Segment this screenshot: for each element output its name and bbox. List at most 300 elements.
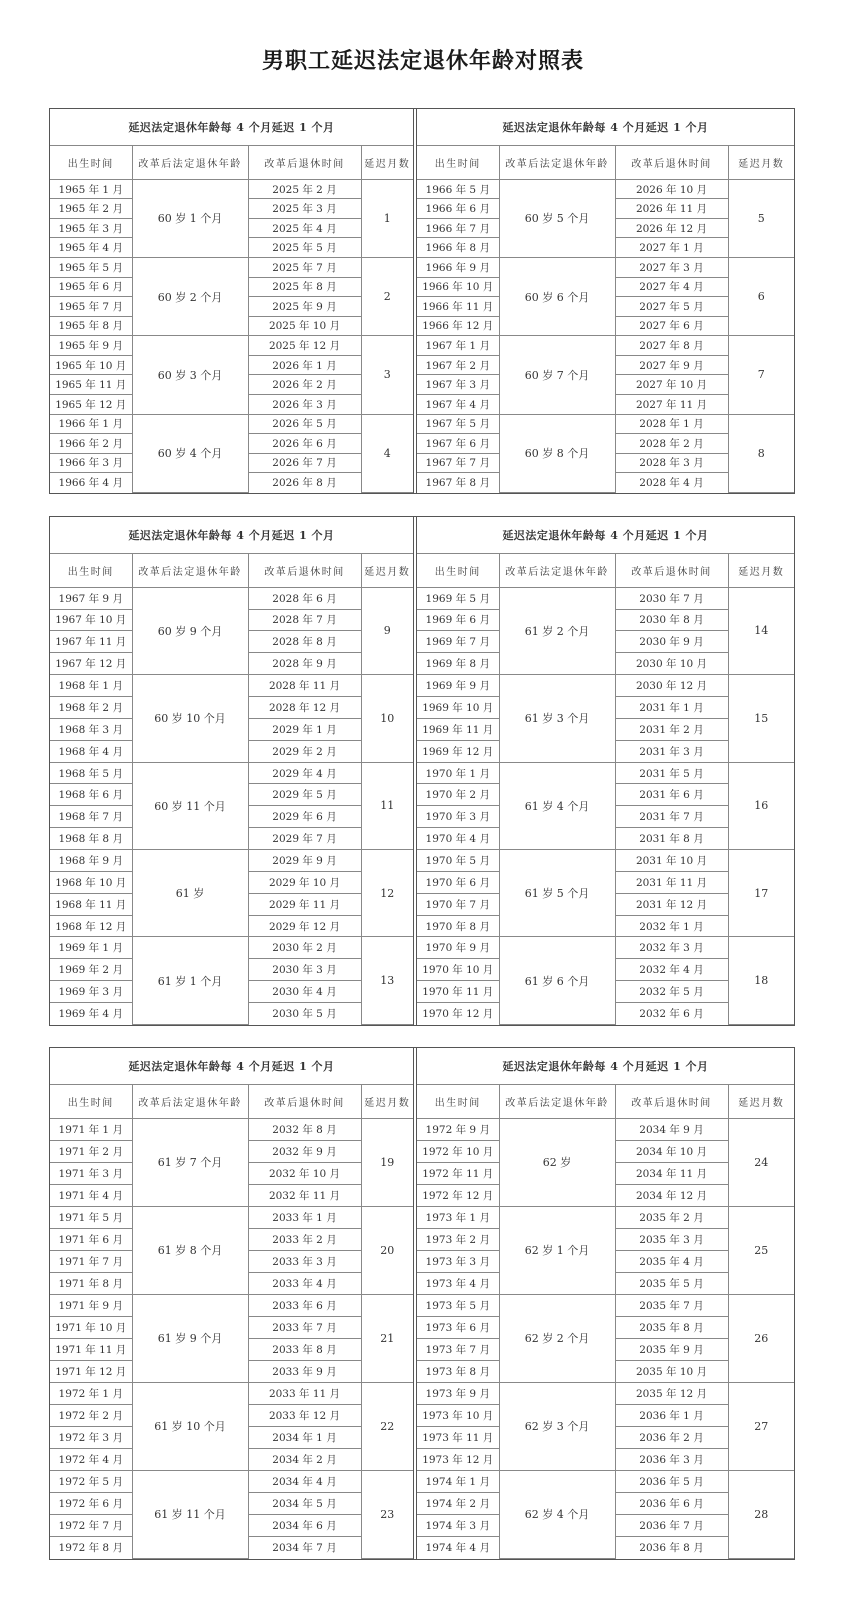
birth-date-cell: 1970 年 5 月 (417, 850, 499, 872)
birth-date-cell: 1972 年 12 月 (417, 1184, 499, 1206)
birth-date-cell: 1965 年 2 月 (50, 199, 132, 219)
retirement-date-cell: 2034 年 11 月 (615, 1162, 728, 1184)
delay-months-cell: 17 (728, 850, 794, 937)
block-caption: 延迟法定退休年龄每 4 个月延迟 1 个月 (417, 517, 794, 553)
table-section-3 (49, 1047, 795, 1560)
retirement-age-cell: 62 岁 (499, 1118, 615, 1206)
header-retirement-date: 改革后退休时间 (615, 1084, 728, 1118)
birth-date-cell: 1965 年 4 月 (50, 238, 132, 258)
table-row (417, 587, 794, 609)
birth-date-cell: 1972 年 1 月 (50, 1382, 132, 1404)
retirement-date-cell: 2025 年 10 月 (248, 316, 361, 336)
table-row (417, 1294, 794, 1316)
birth-date-cell: 1969 年 5 月 (417, 587, 499, 609)
birth-date-cell: 1967 年 7 月 (417, 453, 499, 473)
retirement-date-cell: 2025 年 8 月 (248, 277, 361, 297)
birth-date-cell: 1969 年 8 月 (417, 653, 499, 675)
delay-months-cell: 15 (728, 675, 794, 762)
retirement-date-cell: 2034 年 1 月 (248, 1426, 361, 1448)
retirement-date-cell: 2029 年 4 月 (248, 762, 361, 784)
birth-date-cell: 1974 年 4 月 (417, 1536, 499, 1558)
header-retirement-age: 改革后法定退休年龄 (499, 553, 615, 587)
retirement-date-cell: 2033 年 1 月 (248, 1206, 361, 1228)
table-row (50, 587, 413, 609)
birth-date-cell: 1970 年 12 月 (417, 1003, 499, 1025)
retirement-date-cell: 2036 年 7 月 (615, 1514, 728, 1536)
delay-months-cell: 19 (361, 1118, 413, 1206)
delay-months-cell: 4 (361, 414, 413, 492)
retirement-date-cell: 2027 年 4 月 (615, 277, 728, 297)
birth-date-cell: 1973 年 11 月 (417, 1426, 499, 1448)
header-retirement-age: 改革后法定退休年龄 (132, 553, 248, 587)
birth-date-cell: 1965 年 10 月 (50, 355, 132, 375)
retirement-age-cell: 60 岁 8 个月 (499, 414, 615, 492)
table-row (50, 414, 413, 434)
retirement-date-cell: 2030 年 5 月 (248, 1003, 361, 1025)
delay-months-cell: 6 (728, 258, 794, 336)
retirement-date-cell: 2033 年 7 月 (248, 1316, 361, 1338)
table-block-right (417, 1048, 794, 1559)
retirement-date-cell: 2032 年 4 月 (615, 959, 728, 981)
retirement-age-cell: 61 岁 1 个月 (132, 937, 248, 1025)
birth-date-cell: 1971 年 2 月 (50, 1140, 132, 1162)
retirement-date-cell: 2025 年 7 月 (248, 258, 361, 278)
birth-date-cell: 1973 年 10 月 (417, 1404, 499, 1426)
header-delay-months: 延迟月数 (728, 145, 794, 179)
retirement-date-cell: 2030 年 2 月 (248, 937, 361, 959)
retirement-date-cell: 2025 年 4 月 (248, 218, 361, 238)
header-retirement-age: 改革后法定退休年龄 (132, 145, 248, 179)
retirement-date-cell: 2030 年 4 月 (248, 981, 361, 1003)
birth-date-cell: 1968 年 11 月 (50, 893, 132, 915)
table-row (50, 675, 413, 697)
retirement-age-cell: 60 岁 4 个月 (132, 414, 248, 492)
retirement-age-cell: 61 岁 7 个月 (132, 1118, 248, 1206)
birth-date-cell: 1971 年 12 月 (50, 1360, 132, 1382)
birth-date-cell: 1968 年 10 月 (50, 871, 132, 893)
retirement-date-cell: 2027 年 10 月 (615, 375, 728, 395)
retirement-date-cell: 2028 年 6 月 (248, 587, 361, 609)
delay-months-cell: 25 (728, 1206, 794, 1294)
birth-date-cell: 1967 年 3 月 (417, 375, 499, 395)
birth-date-cell: 1965 年 12 月 (50, 394, 132, 414)
retirement-date-cell: 2034 年 7 月 (248, 1536, 361, 1558)
retirement-date-cell: 2028 年 2 月 (615, 434, 728, 454)
table-row (417, 179, 794, 199)
retirement-date-cell: 2029 年 2 月 (248, 740, 361, 762)
birth-date-cell: 1968 年 6 月 (50, 784, 132, 806)
table-block-left (50, 517, 413, 1025)
delay-months-cell: 22 (361, 1382, 413, 1470)
birth-date-cell: 1968 年 4 月 (50, 740, 132, 762)
birth-date-cell: 1966 年 3 月 (50, 453, 132, 473)
birth-date-cell: 1970 年 3 月 (417, 806, 499, 828)
table-row (50, 258, 413, 278)
birth-date-cell: 1973 年 4 月 (417, 1272, 499, 1294)
retirement-date-cell: 2028 年 8 月 (248, 631, 361, 653)
birth-date-cell: 1969 年 2 月 (50, 959, 132, 981)
delay-months-cell: 7 (728, 336, 794, 414)
retirement-date-cell: 2028 年 4 月 (615, 473, 728, 493)
birth-date-cell: 1967 年 12 月 (50, 653, 132, 675)
delay-months-cell: 9 (361, 587, 413, 674)
retirement-date-cell: 2033 年 12 月 (248, 1404, 361, 1426)
birth-date-cell: 1966 年 10 月 (417, 277, 499, 297)
retirement-date-cell: 2027 年 8 月 (615, 336, 728, 356)
birth-date-cell: 1967 年 6 月 (417, 434, 499, 454)
retirement-date-cell: 2028 年 1 月 (615, 414, 728, 434)
header-retirement-date: 改革后退休时间 (615, 145, 728, 179)
retirement-date-cell: 2025 年 3 月 (248, 199, 361, 219)
retirement-age-cell: 61 岁 11 个月 (132, 1470, 248, 1558)
table-row (50, 1470, 413, 1492)
table-row (50, 179, 413, 199)
birth-date-cell: 1965 年 11 月 (50, 375, 132, 395)
birth-date-cell: 1969 年 6 月 (417, 609, 499, 631)
retirement-date-cell: 2029 年 12 月 (248, 915, 361, 937)
birth-date-cell: 1965 年 7 月 (50, 297, 132, 317)
retirement-date-cell: 2030 年 3 月 (248, 959, 361, 981)
birth-date-cell: 1974 年 2 月 (417, 1492, 499, 1514)
birth-date-cell: 1968 年 9 月 (50, 850, 132, 872)
birth-date-cell: 1967 年 8 月 (417, 473, 499, 493)
birth-date-cell: 1968 年 12 月 (50, 915, 132, 937)
header-birth-date: 出生时间 (417, 1084, 499, 1118)
retirement-date-cell: 2031 年 11 月 (615, 871, 728, 893)
table-row (417, 414, 794, 434)
table-row (417, 675, 794, 697)
retirement-date-cell: 2032 年 3 月 (615, 937, 728, 959)
table-section-1 (49, 108, 795, 494)
delay-months-cell: 11 (361, 762, 413, 849)
birth-date-cell: 1969 年 1 月 (50, 937, 132, 959)
retirement-age-cell: 60 岁 2 个月 (132, 258, 248, 336)
retirement-date-cell: 2029 年 10 月 (248, 871, 361, 893)
header-delay-months: 延迟月数 (361, 1084, 413, 1118)
retirement-date-cell: 2028 年 7 月 (248, 609, 361, 631)
retirement-age-cell: 60 岁 9 个月 (132, 587, 248, 674)
retirement-date-cell: 2028 年 9 月 (248, 653, 361, 675)
retirement-date-cell: 2035 年 10 月 (615, 1360, 728, 1382)
retirement-date-cell: 2034 年 4 月 (248, 1470, 361, 1492)
retirement-table (50, 1048, 413, 1559)
birth-date-cell: 1967 年 2 月 (417, 355, 499, 375)
birth-date-cell: 1965 年 8 月 (50, 316, 132, 336)
table-row (417, 937, 794, 959)
retirement-date-cell: 2033 年 4 月 (248, 1272, 361, 1294)
retirement-date-cell: 2029 年 1 月 (248, 718, 361, 740)
birth-date-cell: 1971 年 7 月 (50, 1250, 132, 1272)
retirement-date-cell: 2035 年 9 月 (615, 1338, 728, 1360)
delay-months-cell: 27 (728, 1382, 794, 1470)
retirement-table (50, 517, 413, 1025)
birth-date-cell: 1965 年 1 月 (50, 179, 132, 199)
retirement-date-cell: 2025 年 12 月 (248, 336, 361, 356)
delay-months-cell: 21 (361, 1294, 413, 1382)
birth-date-cell: 1971 年 9 月 (50, 1294, 132, 1316)
birth-date-cell: 1966 年 12 月 (417, 316, 499, 336)
birth-date-cell: 1970 年 8 月 (417, 915, 499, 937)
birth-date-cell: 1972 年 9 月 (417, 1118, 499, 1140)
retirement-date-cell: 2033 年 8 月 (248, 1338, 361, 1360)
retirement-age-cell: 61 岁 9 个月 (132, 1294, 248, 1382)
table-row (417, 336, 794, 356)
retirement-age-cell: 61 岁 8 个月 (132, 1206, 248, 1294)
table-row (50, 1206, 413, 1228)
retirement-date-cell: 2031 年 2 月 (615, 718, 728, 740)
birth-date-cell: 1971 年 10 月 (50, 1316, 132, 1338)
delay-months-cell: 2 (361, 258, 413, 336)
retirement-age-cell: 60 岁 6 个月 (499, 258, 615, 336)
retirement-date-cell: 2026 年 6 月 (248, 434, 361, 454)
header-retirement-date: 改革后退休时间 (248, 553, 361, 587)
retirement-date-cell: 2026 年 5 月 (248, 414, 361, 434)
header-birth-date: 出生时间 (50, 553, 132, 587)
retirement-age-cell: 62 岁 3 个月 (499, 1382, 615, 1470)
table-row (50, 1294, 413, 1316)
retirement-date-cell: 2028 年 12 月 (248, 697, 361, 719)
retirement-date-cell: 2029 年 6 月 (248, 806, 361, 828)
birth-date-cell: 1970 年 1 月 (417, 762, 499, 784)
block-caption: 延迟法定退休年龄每 4 个月延迟 1 个月 (50, 1048, 413, 1084)
retirement-date-cell: 2033 年 9 月 (248, 1360, 361, 1382)
birth-date-cell: 1972 年 2 月 (50, 1404, 132, 1426)
birth-date-cell: 1970 年 4 月 (417, 828, 499, 850)
retirement-date-cell: 2033 年 2 月 (248, 1228, 361, 1250)
header-retirement-date: 改革后退休时间 (615, 553, 728, 587)
delay-months-cell: 18 (728, 937, 794, 1025)
retirement-date-cell: 2034 年 10 月 (615, 1140, 728, 1162)
header-birth-date: 出生时间 (417, 145, 499, 179)
birth-date-cell: 1974 年 3 月 (417, 1514, 499, 1536)
delay-months-cell: 8 (728, 414, 794, 492)
birth-date-cell: 1972 年 7 月 (50, 1514, 132, 1536)
birth-date-cell: 1969 年 9 月 (417, 675, 499, 697)
birth-date-cell: 1970 年 9 月 (417, 937, 499, 959)
retirement-date-cell: 2033 年 3 月 (248, 1250, 361, 1272)
retirement-date-cell: 2034 年 12 月 (615, 1184, 728, 1206)
birth-date-cell: 1972 年 4 月 (50, 1448, 132, 1470)
retirement-date-cell: 2029 年 5 月 (248, 784, 361, 806)
birth-date-cell: 1967 年 5 月 (417, 414, 499, 434)
birth-date-cell: 1969 年 11 月 (417, 718, 499, 740)
retirement-age-cell: 61 岁 6 个月 (499, 937, 615, 1025)
birth-date-cell: 1967 年 10 月 (50, 609, 132, 631)
table-row (417, 1118, 794, 1140)
retirement-date-cell: 2029 年 11 月 (248, 893, 361, 915)
birth-date-cell: 1970 年 7 月 (417, 893, 499, 915)
retirement-age-cell: 61 岁 5 个月 (499, 850, 615, 937)
birth-date-cell: 1969 年 3 月 (50, 981, 132, 1003)
table-row (417, 850, 794, 872)
birth-date-cell: 1972 年 3 月 (50, 1426, 132, 1448)
birth-date-cell: 1969 年 12 月 (417, 740, 499, 762)
table-block-left (50, 1048, 413, 1559)
retirement-date-cell: 2033 年 11 月 (248, 1382, 361, 1404)
retirement-date-cell: 2031 年 1 月 (615, 697, 728, 719)
retirement-date-cell: 2032 年 8 月 (248, 1118, 361, 1140)
delay-months-cell: 10 (361, 675, 413, 762)
birth-date-cell: 1968 年 7 月 (50, 806, 132, 828)
delay-months-cell: 3 (361, 336, 413, 414)
birth-date-cell: 1973 年 5 月 (417, 1294, 499, 1316)
birth-date-cell: 1965 年 3 月 (50, 218, 132, 238)
birth-date-cell: 1973 年 8 月 (417, 1360, 499, 1382)
retirement-age-cell: 60 岁 1 个月 (132, 179, 248, 257)
retirement-date-cell: 2031 年 8 月 (615, 828, 728, 850)
retirement-date-cell: 2031 年 7 月 (615, 806, 728, 828)
birth-date-cell: 1970 年 6 月 (417, 871, 499, 893)
retirement-date-cell: 2035 年 7 月 (615, 1294, 728, 1316)
table-row (50, 1118, 413, 1140)
birth-date-cell: 1970 年 11 月 (417, 981, 499, 1003)
retirement-age-cell: 61 岁 2 个月 (499, 587, 615, 674)
table-row (417, 1206, 794, 1228)
delay-months-cell: 20 (361, 1206, 413, 1294)
block-caption: 延迟法定退休年龄每 4 个月延迟 1 个月 (417, 109, 794, 145)
table-row (50, 336, 413, 356)
birth-date-cell: 1973 年 12 月 (417, 1448, 499, 1470)
retirement-date-cell: 2034 年 9 月 (615, 1118, 728, 1140)
table-section-2 (49, 516, 795, 1026)
retirement-age-cell: 60 岁 7 个月 (499, 336, 615, 414)
retirement-age-cell: 61 岁 4 个月 (499, 762, 615, 849)
retirement-date-cell: 2027 年 1 月 (615, 238, 728, 258)
birth-date-cell: 1973 年 9 月 (417, 1382, 499, 1404)
retirement-date-cell: 2034 年 6 月 (248, 1514, 361, 1536)
retirement-date-cell: 2032 年 9 月 (248, 1140, 361, 1162)
birth-date-cell: 1966 年 4 月 (50, 473, 132, 493)
birth-date-cell: 1965 年 9 月 (50, 336, 132, 356)
retirement-age-cell: 61 岁 3 个月 (499, 675, 615, 762)
birth-date-cell: 1971 年 4 月 (50, 1184, 132, 1206)
birth-date-cell: 1967 年 1 月 (417, 336, 499, 356)
birth-date-cell: 1968 年 5 月 (50, 762, 132, 784)
birth-date-cell: 1973 年 6 月 (417, 1316, 499, 1338)
birth-date-cell: 1966 年 1 月 (50, 414, 132, 434)
birth-date-cell: 1972 年 10 月 (417, 1140, 499, 1162)
header-retirement-age: 改革后法定退休年龄 (499, 1084, 615, 1118)
birth-date-cell: 1971 年 8 月 (50, 1272, 132, 1294)
retirement-date-cell: 2027 年 11 月 (615, 394, 728, 414)
retirement-date-cell: 2034 年 5 月 (248, 1492, 361, 1514)
birth-date-cell: 1968 年 2 月 (50, 697, 132, 719)
header-retirement-age: 改革后法定退休年龄 (499, 145, 615, 179)
retirement-date-cell: 2030 年 7 月 (615, 587, 728, 609)
retirement-age-cell: 60 岁 5 个月 (499, 179, 615, 257)
header-birth-date: 出生时间 (417, 553, 499, 587)
retirement-date-cell: 2030 年 12 月 (615, 675, 728, 697)
table-row (417, 762, 794, 784)
header-delay-months: 延迟月数 (728, 553, 794, 587)
retirement-age-cell: 61 岁 10 个月 (132, 1382, 248, 1470)
birth-date-cell: 1969 年 4 月 (50, 1003, 132, 1025)
retirement-date-cell: 2035 年 12 月 (615, 1382, 728, 1404)
birth-date-cell: 1972 年 11 月 (417, 1162, 499, 1184)
retirement-date-cell: 2027 年 9 月 (615, 355, 728, 375)
retirement-date-cell: 2035 年 4 月 (615, 1250, 728, 1272)
delay-months-cell: 23 (361, 1470, 413, 1558)
retirement-date-cell: 2027 年 6 月 (615, 316, 728, 336)
retirement-table (417, 109, 794, 493)
retirement-date-cell: 2026 年 3 月 (248, 394, 361, 414)
birth-date-cell: 1968 年 3 月 (50, 718, 132, 740)
block-caption: 延迟法定退休年龄每 4 个月延迟 1 个月 (50, 517, 413, 553)
retirement-age-cell: 62 岁 1 个月 (499, 1206, 615, 1294)
delay-months-cell: 24 (728, 1118, 794, 1206)
birth-date-cell: 1967 年 9 月 (50, 587, 132, 609)
birth-date-cell: 1969 年 10 月 (417, 697, 499, 719)
retirement-date-cell: 2025 年 9 月 (248, 297, 361, 317)
retirement-date-cell: 2025 年 5 月 (248, 238, 361, 258)
retirement-age-cell: 60 岁 3 个月 (132, 336, 248, 414)
birth-date-cell: 1965 年 6 月 (50, 277, 132, 297)
table-block-left (50, 109, 413, 493)
birth-date-cell: 1973 年 2 月 (417, 1228, 499, 1250)
retirement-date-cell: 2036 年 6 月 (615, 1492, 728, 1514)
retirement-age-cell: 62 岁 4 个月 (499, 1470, 615, 1558)
retirement-date-cell: 2028 年 11 月 (248, 675, 361, 697)
table-block-right (417, 109, 794, 493)
retirement-date-cell: 2026 年 11 月 (615, 199, 728, 219)
header-birth-date: 出生时间 (50, 145, 132, 179)
retirement-date-cell: 2036 年 3 月 (615, 1448, 728, 1470)
table-row (50, 850, 413, 872)
header-retirement-date: 改革后退休时间 (248, 1084, 361, 1118)
birth-date-cell: 1966 年 7 月 (417, 218, 499, 238)
table-row (50, 937, 413, 959)
birth-date-cell: 1966 年 11 月 (417, 297, 499, 317)
birth-date-cell: 1966 年 5 月 (417, 179, 499, 199)
birth-date-cell: 1967 年 4 月 (417, 394, 499, 414)
table-row (417, 258, 794, 278)
block-caption: 延迟法定退休年龄每 4 个月延迟 1 个月 (417, 1048, 794, 1084)
birth-date-cell: 1971 年 6 月 (50, 1228, 132, 1250)
retirement-date-cell: 2028 年 3 月 (615, 453, 728, 473)
retirement-date-cell: 2036 年 8 月 (615, 1536, 728, 1558)
header-retirement-date: 改革后退休时间 (248, 145, 361, 179)
page-title: 男职工延迟法定退休年龄对照表 (261, 48, 584, 74)
block-caption: 延迟法定退休年龄每 4 个月延迟 1 个月 (50, 109, 413, 145)
birth-date-cell: 1970 年 2 月 (417, 784, 499, 806)
retirement-date-cell: 2027 年 5 月 (615, 297, 728, 317)
retirement-date-cell: 2031 年 12 月 (615, 893, 728, 915)
header-delay-months: 延迟月数 (728, 1084, 794, 1118)
birth-date-cell: 1967 年 11 月 (50, 631, 132, 653)
retirement-age-cell: 60 岁 10 个月 (132, 675, 248, 762)
birth-date-cell: 1968 年 1 月 (50, 675, 132, 697)
table-row (50, 762, 413, 784)
header-delay-months: 延迟月数 (361, 553, 413, 587)
delay-months-cell: 26 (728, 1294, 794, 1382)
birth-date-cell: 1971 年 11 月 (50, 1338, 132, 1360)
retirement-date-cell: 2031 年 5 月 (615, 762, 728, 784)
retirement-date-cell: 2032 年 11 月 (248, 1184, 361, 1206)
birth-date-cell: 1972 年 8 月 (50, 1536, 132, 1558)
birth-date-cell: 1965 年 5 月 (50, 258, 132, 278)
delay-months-cell: 1 (361, 179, 413, 257)
delay-months-cell: 28 (728, 1470, 794, 1558)
retirement-date-cell: 2026 年 12 月 (615, 218, 728, 238)
retirement-date-cell: 2026 年 10 月 (615, 179, 728, 199)
delay-months-cell: 14 (728, 587, 794, 674)
retirement-date-cell: 2032 年 1 月 (615, 915, 728, 937)
retirement-date-cell: 2026 年 2 月 (248, 375, 361, 395)
birth-date-cell: 1966 年 8 月 (417, 238, 499, 258)
birth-date-cell: 1971 年 1 月 (50, 1118, 132, 1140)
delay-months-cell: 5 (728, 179, 794, 257)
birth-date-cell: 1969 年 7 月 (417, 631, 499, 653)
